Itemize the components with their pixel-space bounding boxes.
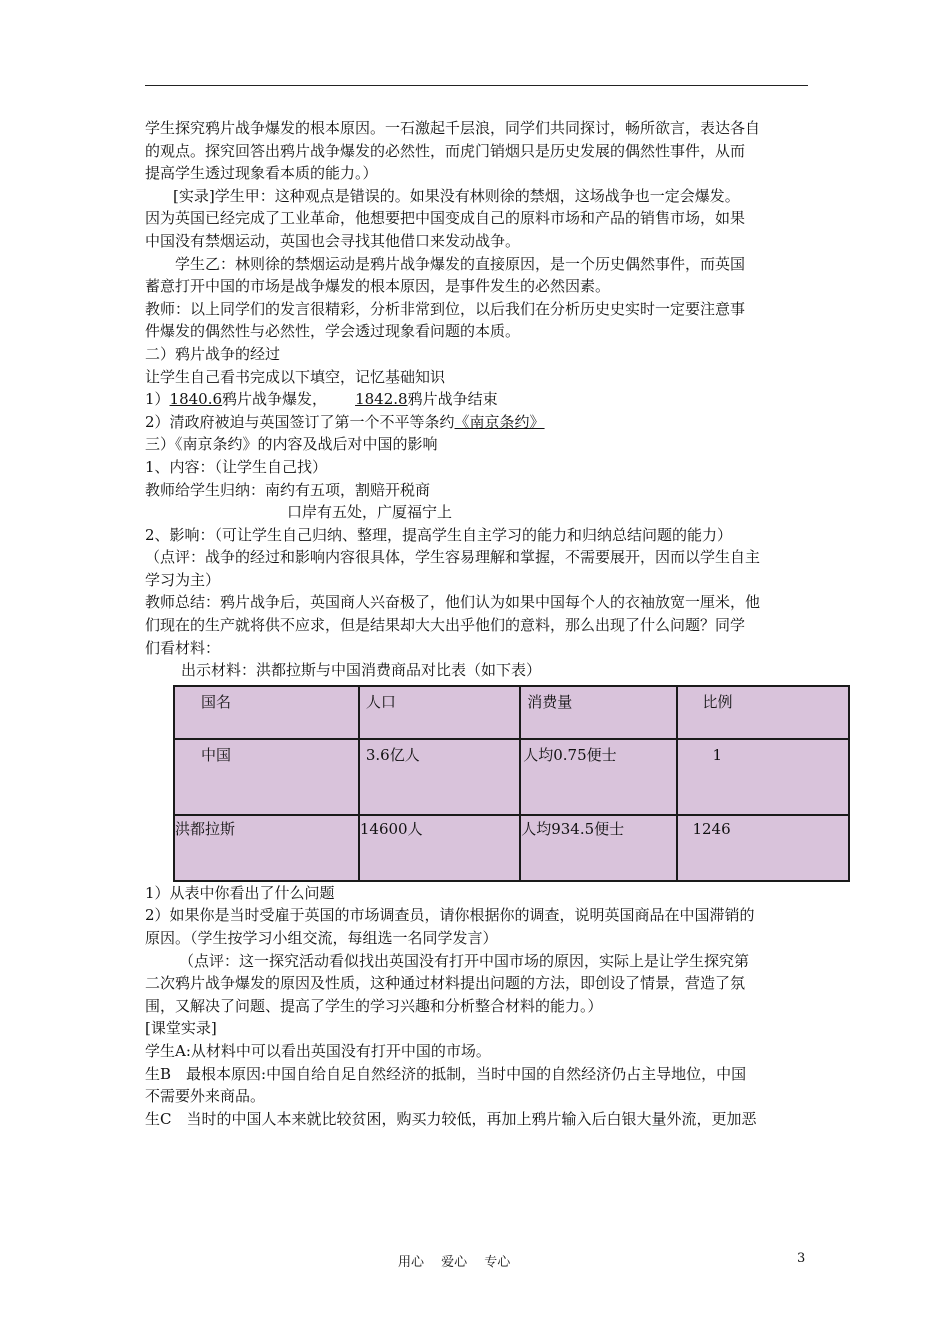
paragraph-line: 教师：以上同学们的发言很精彩，分析非常到位，以后我们在分析历史史实时一定要注意事 — [145, 299, 746, 318]
table-header-cell: 人口 — [359, 686, 520, 739]
paragraph-line: 们看材料： — [145, 638, 221, 657]
fill-blank-line-2 — [145, 411, 810, 434]
table-header-cell: 消费量 — [520, 686, 677, 739]
comparison-table — [173, 685, 850, 882]
table-cell: 人均934.5便士 — [520, 815, 677, 881]
paragraph-line: [实录]学生甲：这种观点是错误的。如果没有林则徐的禁烟，这场战争也一定会爆发。 — [173, 186, 740, 205]
section-heading: 二）鸦片战争的经过 — [145, 344, 281, 363]
table-header-cell: 比例 — [677, 686, 849, 739]
fill-blank-line-1 — [145, 388, 810, 411]
document-body — [145, 117, 810, 1130]
paragraph-line: 件爆发的偶然性与必然性，学会透过现象看问题的本质。 — [145, 322, 521, 341]
material-caption: 出示材料：洪都拉斯与中国消费商品对比表（如下表） — [181, 661, 542, 680]
comment-line: 围，又解决了问题、提高了学生的学习兴趣和分析整合材料的能力。） — [145, 996, 603, 1015]
table-row — [174, 815, 849, 881]
paragraph-line: 让学生自己看书完成以下填空，记忆基础知识 — [145, 367, 446, 386]
date-war-start: 1840.6 — [169, 390, 223, 409]
comment-line: 二次鸦片战争爆发的原因及性质，这种通过材料提出问题的方法，即创设了情景，营造了氛 — [145, 974, 746, 993]
table-header-row — [174, 686, 849, 739]
paragraph-line: 因为英国已经完成了工业革命，他想要把中国变成自己的原料市场和产品的销售市场，如果 — [145, 209, 746, 228]
comment-line: （点评：这一探究活动看似找出英国没有打开中国市场的原因，实际上是让学生探究第 — [179, 951, 750, 970]
paragraph-line: 生C 当时的中国人本来就比较贫困，购买力较低，再加上鸦片输入后白银大量外流，更加恶 — [145, 1109, 757, 1128]
paragraph-line: 不需要外来商品。 — [145, 1087, 266, 1106]
fill-text: 鸦片战争爆发， — [222, 390, 328, 409]
table-cell: 人均0.75便士 — [520, 739, 677, 815]
table-cell: 3.6亿人 — [359, 739, 520, 815]
table-cell: 1 — [677, 739, 849, 815]
treaty-name: 《南京条约》 — [454, 412, 545, 431]
section-heading: 三）《南京条约》的内容及战后对中国的影响 — [145, 435, 438, 454]
comment-line: （点评：战争的经过和影响内容很具体，学生容易理解和掌握，不需要展开，因而以学生自主 — [145, 548, 761, 567]
footer-motto: 用心 爱心 专心 — [398, 1255, 511, 1270]
header-rule — [145, 85, 808, 86]
paragraph-line: 教师总结：鸦片战争后，英国商人兴奋极了，他们认为如果中国每个人的衣袖放宽一厘米，他 — [145, 593, 761, 612]
table-cell: 14600人 — [359, 815, 520, 881]
fill-text: 鸦片战争结束 — [407, 390, 498, 409]
page-number: 3 — [797, 1251, 806, 1266]
paragraph-line: 生B 最根本原因:中国自给自足自然经济的抵制，当时中国的自然经济仍占主导地位，中国 — [145, 1064, 747, 1083]
question-line: 2）如果你是当时受雇于英国的市场调查员，请你根据你的调查，说明英国商品在中国滞销的 — [145, 906, 755, 925]
comment-line: 学习为主） — [145, 570, 221, 589]
table-cell: 中国 — [174, 739, 359, 815]
table-row — [174, 739, 849, 815]
paragraph-line: 学生探究鸦片战争爆发的根本原因。一石激起千层浪，同学们共同探讨，畅所欲言，表达各自 — [145, 119, 761, 137]
table-cell: 1246 — [677, 815, 849, 881]
paragraph-line: 口岸有五处，广厦福宁上 — [287, 503, 453, 522]
paragraph-line: 蓄意打开中国的市场是战争爆发的根本原因，是事件发生的必然因素。 — [145, 277, 611, 296]
fill-text: 2）清政府被迫与英国签订了第一个不平等条约 — [145, 412, 455, 431]
item-prefix: 1） — [145, 390, 170, 409]
paragraph-line: 学生A:从材料中可以看出英国没有打开中国的市场。 — [145, 1042, 491, 1060]
question-line: 原因。（学生按学习小组交流，每组选一名同学发言） — [145, 929, 498, 948]
paragraph-line: 们现在的生产就将供不应求，但是结果却大大出乎他们的意料，那么出现了什么问题？同学 — [145, 616, 746, 635]
paragraph-line: 1、内容：（让学生自己找） — [145, 457, 328, 476]
date-war-end: 1842.8 — [355, 390, 408, 409]
paragraph-line: 2、影响：（可让学生自己归纳、整理，提高学生自主学习的能力和归纳总结问题的能力） — [145, 525, 733, 544]
table-cell: 洪都拉斯 — [174, 815, 359, 881]
paragraph-line: 教师给学生归纳：南约有五项，割赔开税商 — [145, 480, 431, 499]
table-header-cell: 国名 — [174, 686, 359, 739]
question-line: 1）从表中你看出了什么问题 — [145, 883, 335, 902]
paragraph-line: 提高学生透过现象看本质的能力。） — [145, 164, 378, 183]
paragraph-line: 的观点。探究回答出鸦片战争爆发的必然性，而虎门销烟只是历史发展的偶然性事件，从而 — [145, 141, 746, 160]
section-heading: [课堂实录] — [145, 1019, 217, 1038]
paragraph-line: 学生乙：林则徐的禁烟运动是鸦片战争爆发的直接原因，是一个历史偶然事件，而英国 — [175, 254, 746, 273]
paragraph-line: 中国没有禁烟运动，英国也会寻找其他借口来发动战争。 — [145, 231, 521, 250]
